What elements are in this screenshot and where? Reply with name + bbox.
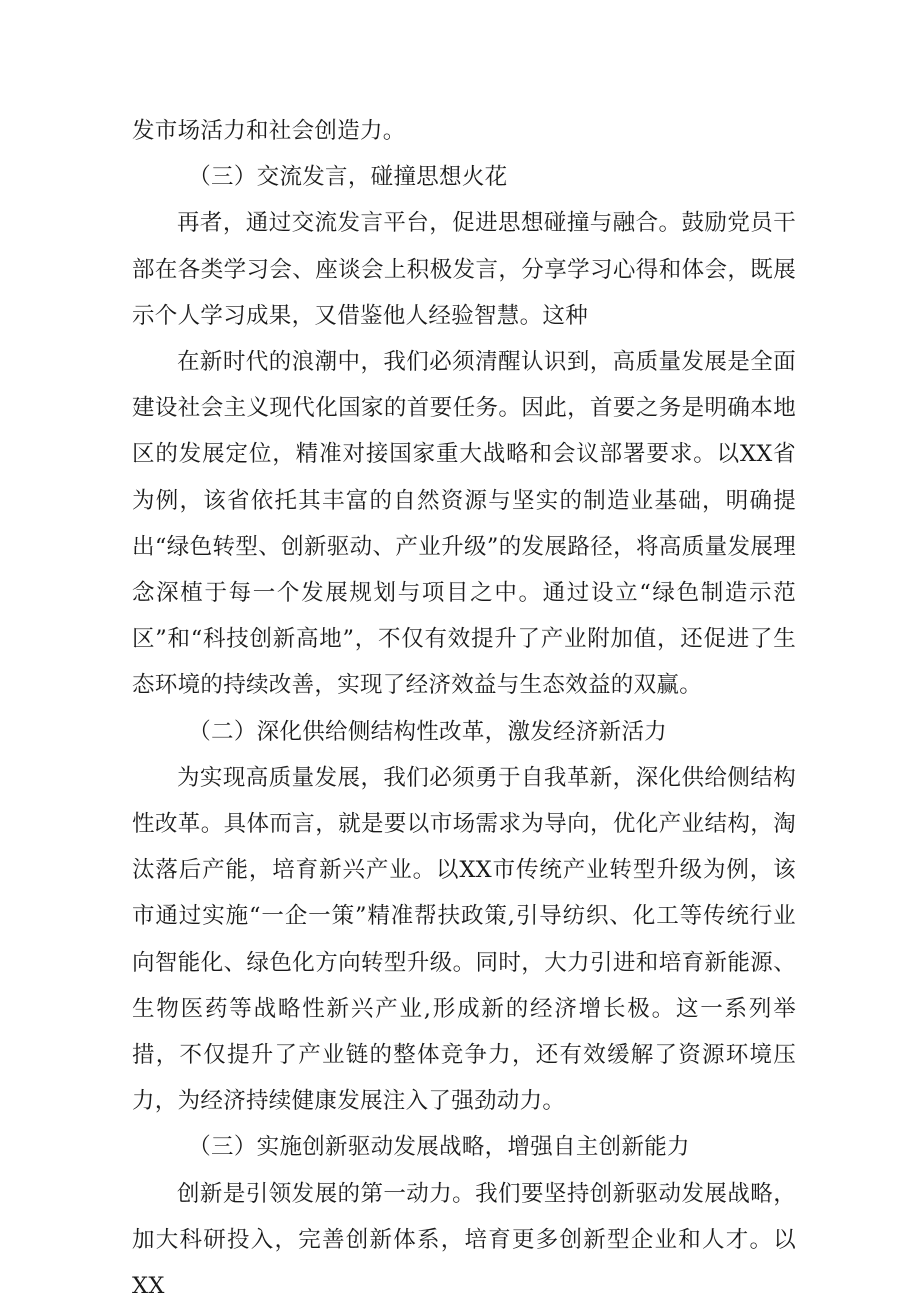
document-body xyxy=(132,108,796,1309)
paragraph-continuation: 发市场活力和社会创造力。 xyxy=(132,118,406,144)
section-heading-supply-side-reform: （二）深化供给侧结构性改革，激发经济新活力 xyxy=(188,718,668,745)
paragraph-innovation: 创新是引领发展的第一动力。我们要坚持创新驱动发展战略，加大科研投入，完善创新体系，培育更多创新型企业和人才。以XX xyxy=(132,1180,796,1300)
paragraph-supply-side-reform: 为实现高质量发展，我们必须勇于自我革新，深化供给侧结构性改革。具体而言，就是要以市场需求为导向，优化产业结构，淘汰落后产能，培育新兴产业。以XX市传统产业转型升级为例，该市通过实施“一企一策”精准帮扶政策,引导纺织、化工等传统行业向智能化、绿色化方向转型升级。同时，大力引进和培育新能源、生物医药等战略性新兴产业,形成新的经济增长极。这一系列举措，不仅提升了产业链的整体竞争力，还有效缓解了资源环境压力，为经济持续健康发展注入了强劲动力。 xyxy=(132,764,796,1115)
paragraph-exchange: 再者，通过交流发言平台，促进思想碰撞与融合。鼓励党员干部在各类学习会、座谈会上积极发言，分享学习心得和体会，既展示个人学习成果，又借鉴他人经验智慧。这种 xyxy=(132,210,796,329)
section-heading-exchange: （三）交流发言，碰撞思想火花 xyxy=(188,164,508,191)
paragraph-high-quality-development: 在新时代的浪潮中，我们必须清醒认识到，高质量发展是全面建设社会主义现代化国家的首要任务。因此，首要之务是明确本地区的发展定位，精准对接国家重大战略和会议部署要求。以XX省为例，该省依托其丰富的自然资源与坚实的制造业基础，明确提出“绿色转型、创新驱动、产业升级”的发展路径，将高质量发展理念深植于每一个发展规划与项目之中。通过设立“绿色制造示范区”和“科技创新高地”，不仅有效提升了产业附加值，还促进了生态环境的持续改善，实现了经济效益与生态效益的双赢。 xyxy=(132,349,796,699)
section-heading-innovation: （三）实施创新驱动发展战略，增强自主创新能力 xyxy=(188,1134,690,1161)
